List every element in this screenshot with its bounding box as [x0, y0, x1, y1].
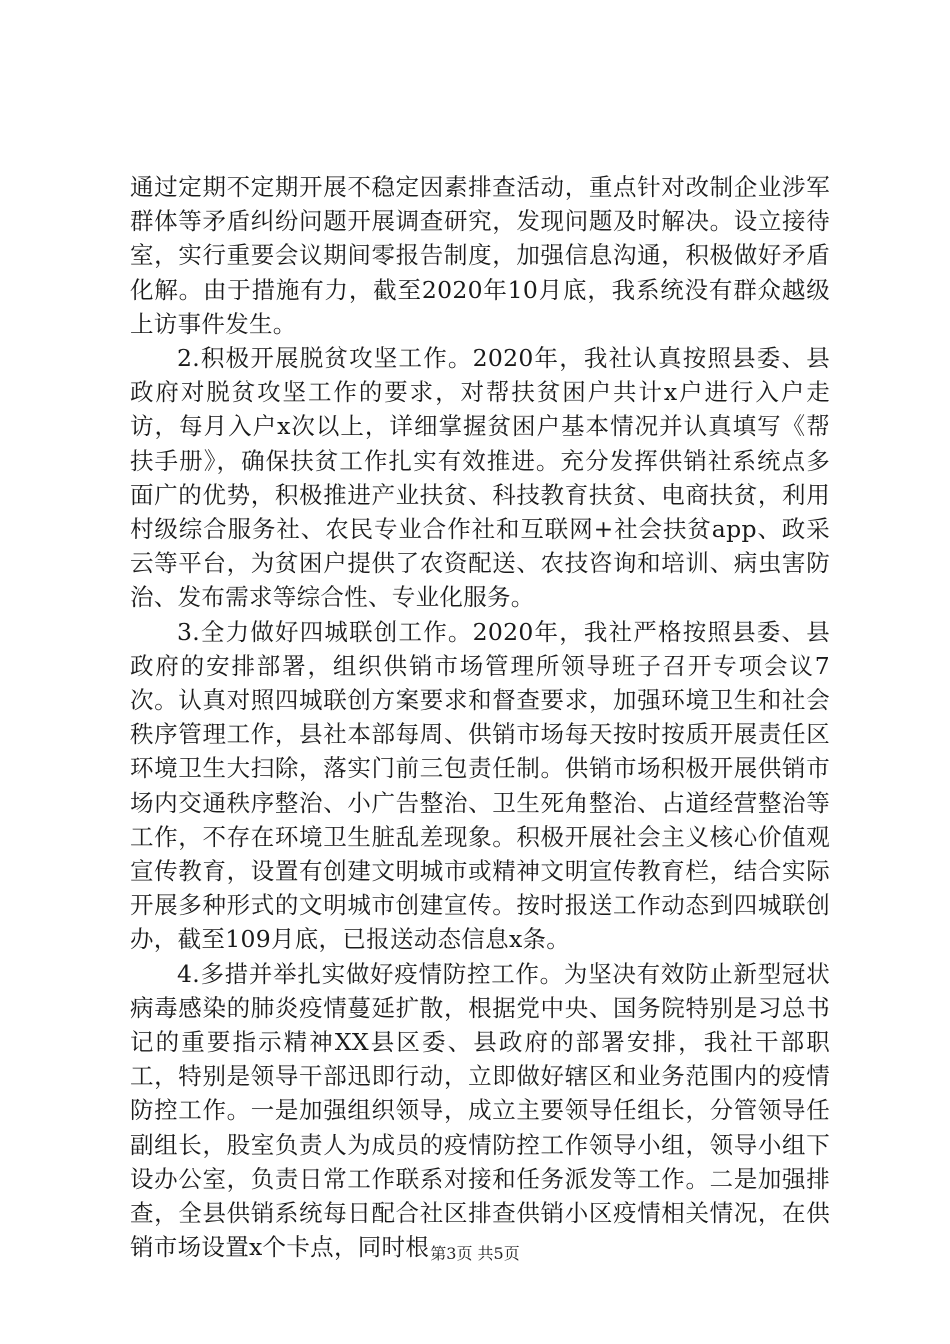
paragraph-continuation: 通过定期不定期开展不稳定因素排查活动，重点针对改制企业涉军群体等矛盾纠纷问题开展调查研究，发现问题及时解决。设立接待室，实行重要会议期间零报告制度，加强信息沟通，积极做好矛盾化解。由于措施有力，截至2020年10月底，我系统没有群众越级上访事件发生。 [130, 173, 830, 338]
page-number-footer: 第3页 共5页 [430, 1244, 520, 1263]
paragraph-four-cities: 3.全力做好四城联创工作。2020年，我社严格按照县委、县政府的安排部署，组织供销市场管理所领导班子召开专项会议7次。认真对照四城联创方案要求和督查要求，加强环境卫生和社会秩序管理工作，县社本部每周、供销市场每天按时按质开展责任区环境卫生大扫除，落实门前三包责任制。供销市场积极开展供销市场内交通秩序整治、小广告整治、卫生死角整治、占道经营整治等工作，不存在环境卫生脏乱差现象。积极开展社会主义核心价值观宣传教育，设置有创建文明城市或精神文明宣传教育栏，结合实际开展多种形式的文明城市创建宣传。按时报送工作动态到四城联创办，截至109月底，已报送动态信息x条。 [130, 617, 830, 954]
document-body [130, 170, 830, 1265]
paragraph-poverty-alleviation: 2.积极开展脱贫攻坚工作。2020年，我社认真按照县委、县政府对脱贫攻坚工作的要求，对帮扶贫困户共计x户进行入户走访，每月入户x次以上，详细掌握贫困户基本情况并认真填写《帮扶手册》，确保扶贫工作扎实有效推进。充分发挥供销社系统点多面广的优势，积极推进产业扶贫、科技教育扶贫、电商扶贫，利用村级综合服务社、农民专业合作社和互联网+社会扶贫app、政采云等平台，为贫困户提供了农资配送、农技咨询和培训、病虫害防治、发布需求等综合性、专业化服务。 [130, 344, 830, 612]
paragraph-epidemic-control: 4.多措并举扎实做好疫情防控工作。为坚决有效防止新型冠状病毒感染的肺炎疫情蔓延扩散，根据党中央、国务院特别是习总书记的重要指示精神XX县区委、县政府的部署安排，我社干部职工，特别是领导干部迅即行动，立即做好辖区和业务范围内的疫情防控工作。一是加强组织领导，成立主要领导任组长，分管领导任副组长，股室负责人为成员的疫情防控工作领导小组，领导小组下设办公室，负责日常工作联系对接和任务派发等工作。二是加强排查，全县供销系统每日配合社区排查供销小区疫情相关情况，在供销市场设置x个卡点，同时根 [130, 959, 830, 1262]
